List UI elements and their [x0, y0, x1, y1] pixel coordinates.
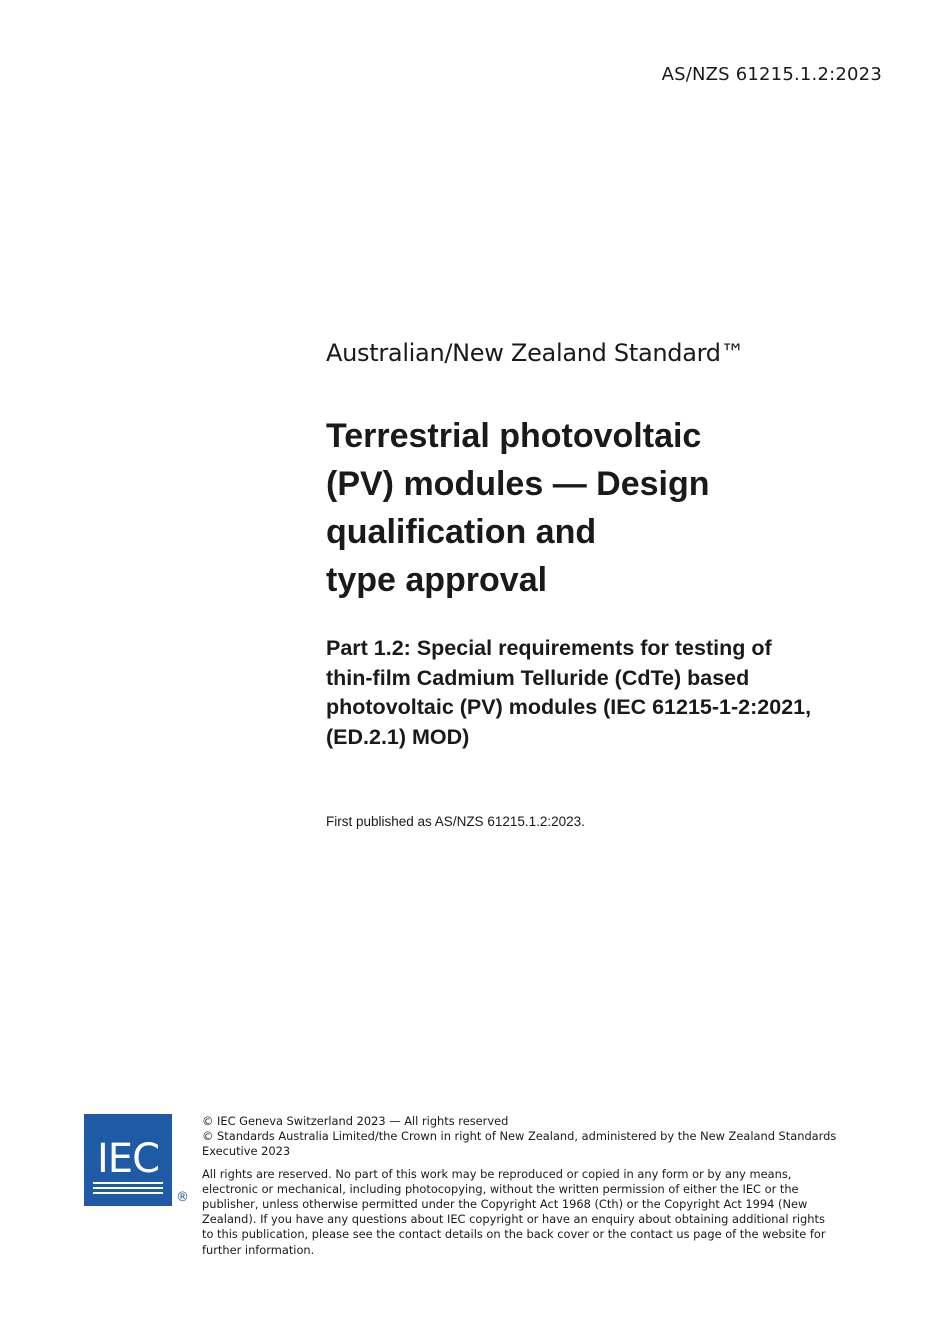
title-line: qualification and	[326, 513, 597, 551]
subtitle-line: (ED.2.1) MOD)	[326, 724, 470, 749]
title-line: type approval	[326, 561, 548, 599]
subtitle-line: photovoltaic (PV) modules (IEC 61215-1-2:2021,	[326, 695, 812, 719]
copyright-standards-australia	[202, 1129, 892, 1159]
publication-note: First published as AS/NZS 61215.1.2:2023.	[326, 814, 585, 829]
iec-logo	[84, 1114, 172, 1206]
iec-logo-text: IEC	[97, 1136, 159, 1182]
rights-line: to this publication, please see the contact details on the back cover or the contact us page of the website for	[202, 1227, 826, 1242]
legal-notice	[202, 1114, 892, 1258]
standard-series: Australian/New Zealand Standard™	[326, 339, 745, 367]
iec-logo-stripe	[93, 1187, 163, 1189]
subtitle-line: thin-film Cadmium Telluride (CdTe) based	[326, 665, 750, 690]
cover-content	[326, 336, 886, 829]
registered-mark: ®	[176, 1190, 189, 1205]
rights-line: further information.	[202, 1242, 315, 1257]
document-code: AS/NZS 61215.1.2:2023	[661, 64, 882, 85]
iec-logo-stripe	[93, 1192, 163, 1194]
title-line: Terrestrial photovoltaic	[326, 417, 702, 455]
copyright-line: © Standards Australia Limited/the Crown in right of New Zealand, administered by the New Zealand Standards	[202, 1129, 837, 1144]
copyright-line: Executive 2023	[202, 1144, 291, 1159]
iec-logo-stripe	[93, 1182, 163, 1184]
document-subtitle	[326, 634, 886, 752]
rights-line: Zealand). If you have any questions about IEC copyright or have an enquiry about obtaining additional rights	[202, 1212, 825, 1227]
copyright-iec: © IEC Geneva Switzerland 2023 — All rights reserved	[202, 1114, 509, 1128]
rights-statement	[202, 1167, 892, 1258]
rights-line: publisher, unless otherwise permitted under the Copyright Act 1968 (Cth) or the Copyright Act 1994 (New	[202, 1197, 808, 1212]
title-line: (PV) modules — Design	[326, 465, 710, 503]
subtitle-line: Part 1.2: Special requirements for testing of	[326, 636, 772, 660]
rights-line: All rights are reserved. No part of this work may be reproduced or copied in any form or by any means,	[202, 1166, 792, 1181]
rights-line: electronic or mechanical, including photocopying, without the written permission of either the IEC or the	[202, 1181, 799, 1196]
document-title	[326, 412, 886, 604]
